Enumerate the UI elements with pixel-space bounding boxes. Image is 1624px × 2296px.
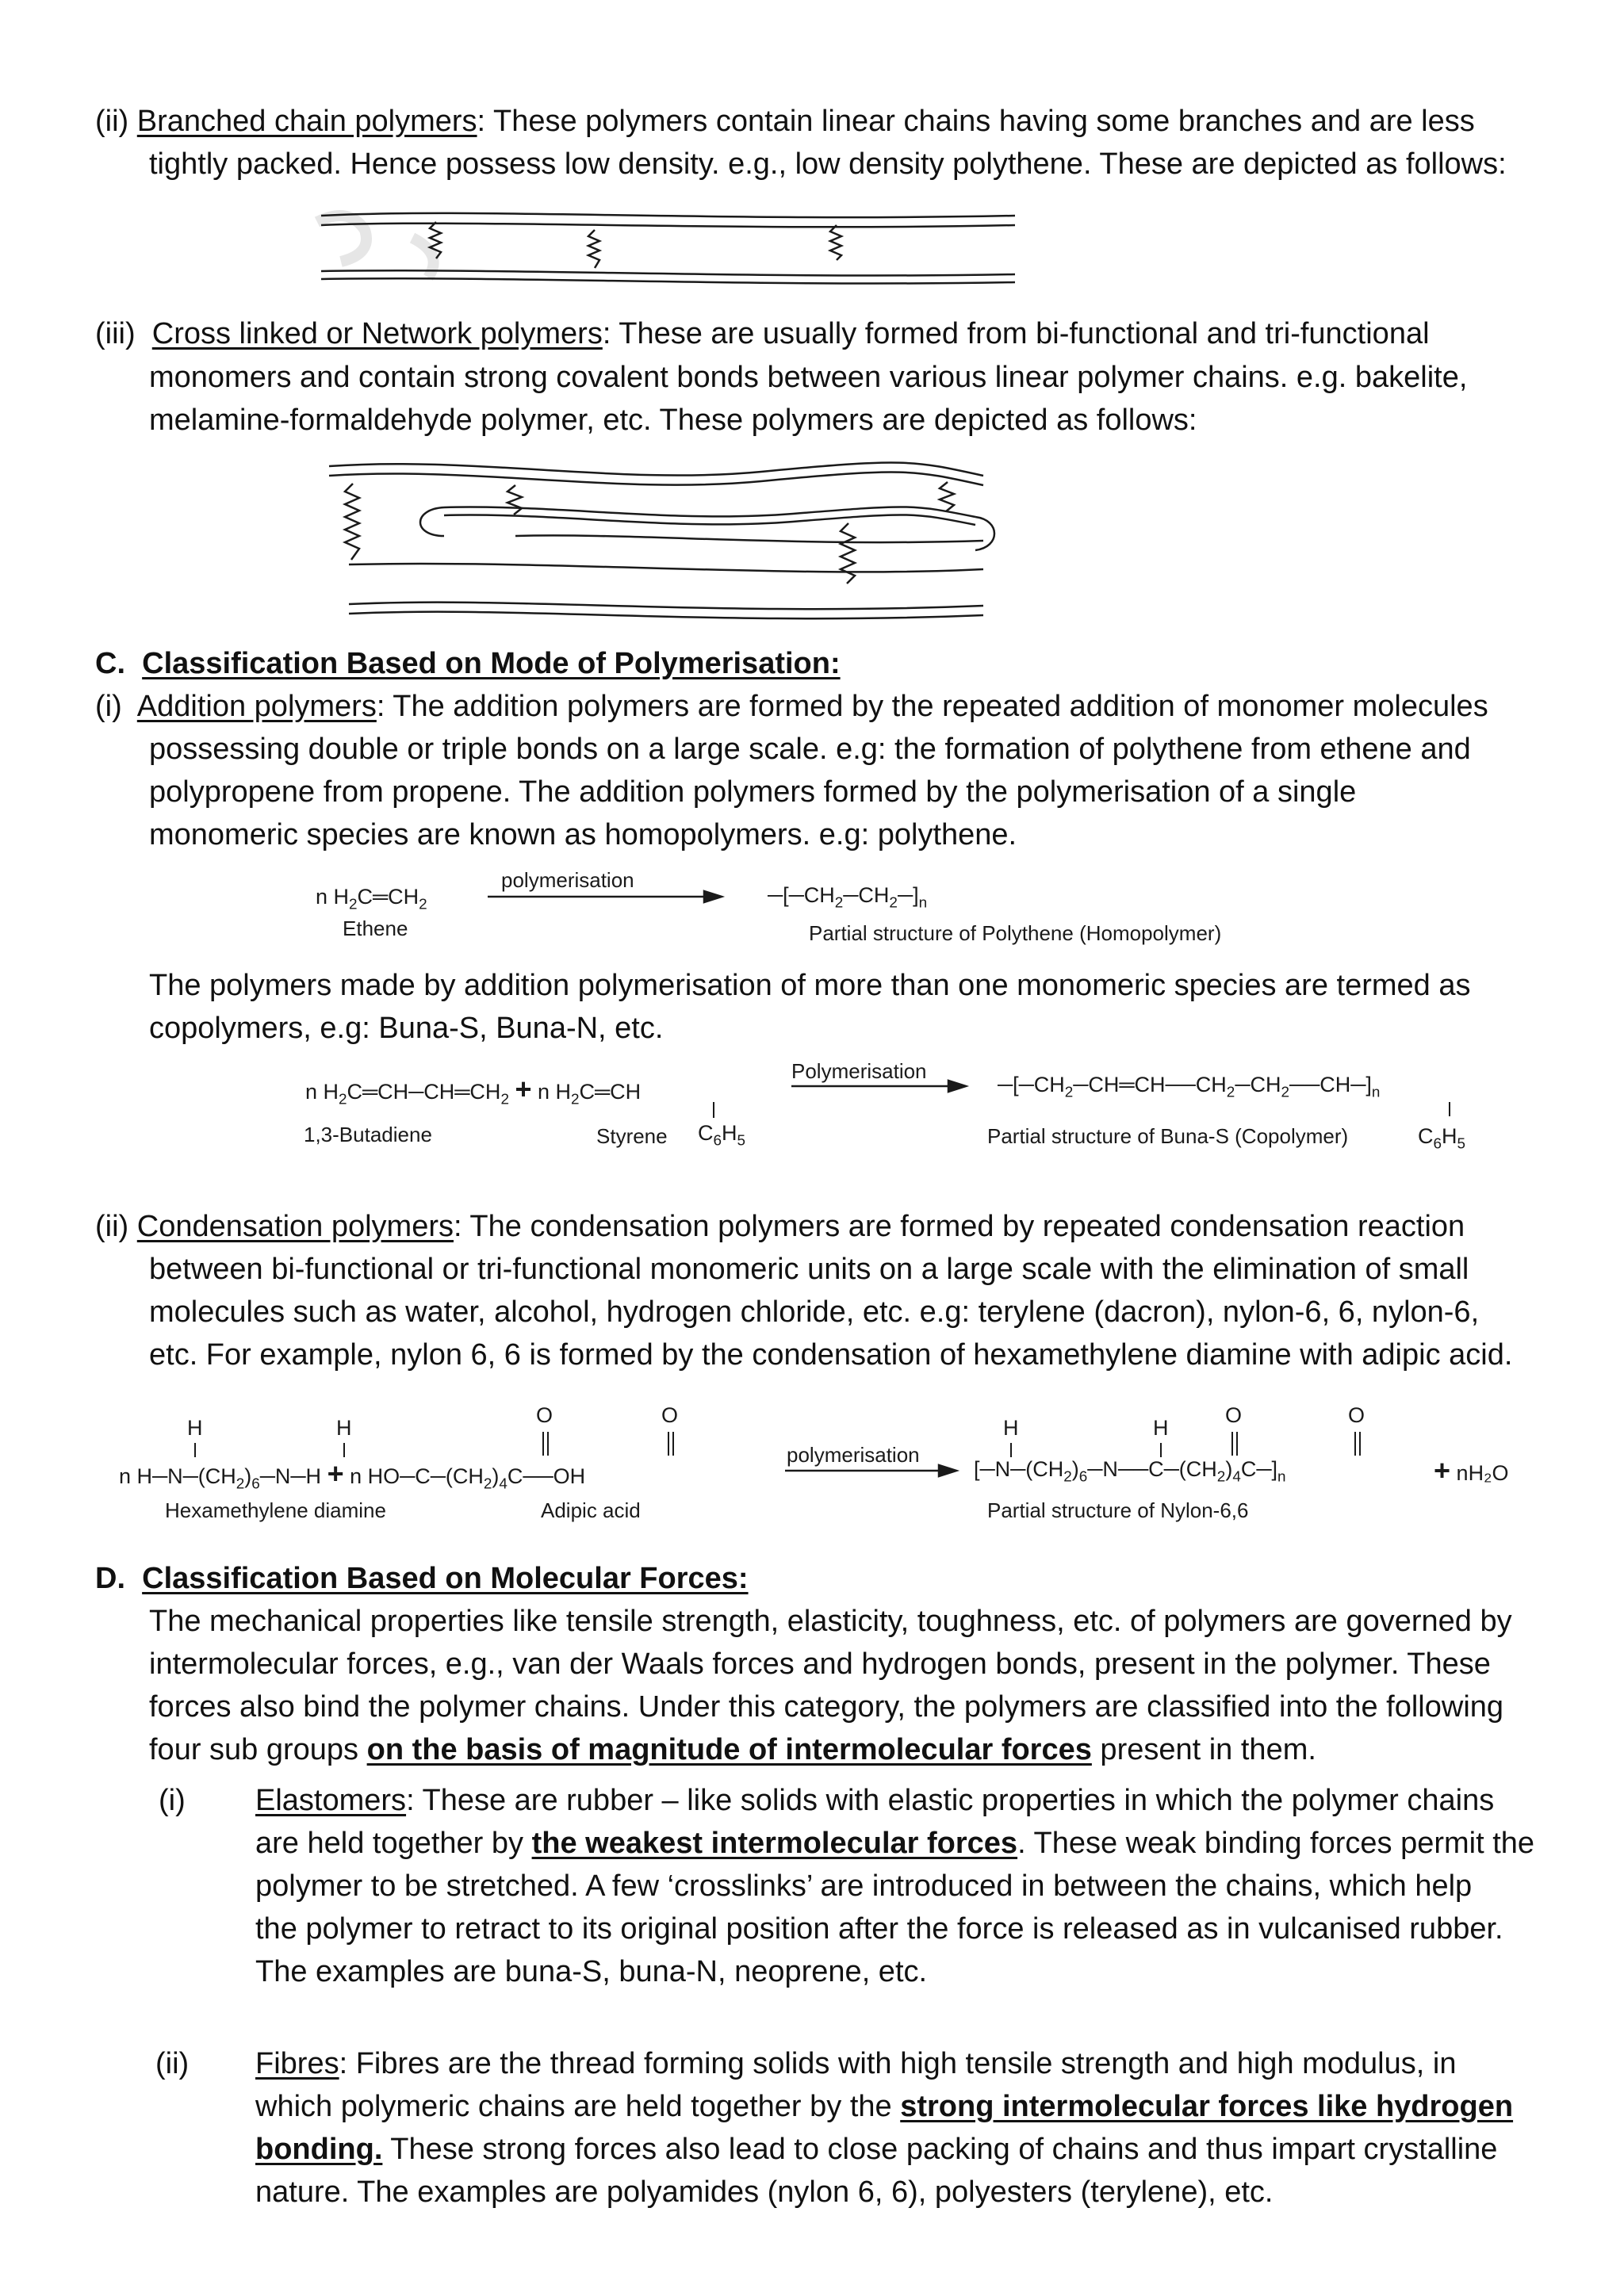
elastomers-line-5: The examples are buna-S, buna-N, neoprene, etc. xyxy=(255,1955,928,1988)
addition-line-3: polypropene from propene. The addition polymers formed by the polymerisation of a single xyxy=(149,775,1357,809)
nylon-o2: O xyxy=(1348,1403,1365,1427)
bunas-phenyl: $C_6H_5$ xyxy=(1418,1124,1466,1153)
addition-line-6: copolymers, e.g: Buna-S, Buna-N, etc. xyxy=(149,1012,664,1045)
nylon-caption: Partial structure of Nylon-6,6 xyxy=(987,1498,1249,1522)
nylon-reactants: n $H─N─(CH_2)_6─N─H + n$ $HO─C─(CH_2)_4C──OH$ xyxy=(119,1457,586,1493)
cross-line-3: melamine-formaldehyde polymer, etc. These polymers are depicted as follows: xyxy=(149,404,1197,437)
section-c-heading: C. Classification Based on Mode of Polymerisation: xyxy=(95,647,841,680)
elastomers-line-3: polymer to be stretched. A few ‘crosslinks’ are introduced in between the chains, which help xyxy=(255,1869,1473,1903)
diamine-h1: H xyxy=(187,1416,203,1440)
bunas-arrow-label: Polymerisation xyxy=(791,1059,927,1083)
nylon-arrow-label: polymerisation xyxy=(787,1443,920,1467)
diamine-h2: H xyxy=(336,1416,352,1440)
elastomers-line-2: are held together by the weakest intermolecular forces. These weak binding forces permit the xyxy=(255,1827,1535,1860)
styrene-name: Styrene xyxy=(596,1124,668,1148)
polythene-arrow xyxy=(488,891,722,902)
bunas-bonds xyxy=(714,1102,1450,1118)
polythene-structure: $─[─CH_2─CH_2─]_n$ xyxy=(768,883,928,912)
bunas-structure: $─[─CH_2─CH═CH──CH_2─CH_2──CH─]_n$ xyxy=(998,1073,1381,1101)
elastomers-line-4: the polymer to retract to its original position after the force is released as in vulcanised rubber. xyxy=(255,1912,1503,1946)
condensation-line-3: molecules such as water, alcohol, hydrogen chloride, etc. e.g: terylene (dacron), nylon-6, 6, nylon-6, xyxy=(149,1295,1480,1329)
addition-term: Addition polymers xyxy=(136,690,377,723)
condensation-term: Condensation polymers xyxy=(136,1210,454,1243)
polythene-caption: Partial structure of Polythene (Homopolymer) xyxy=(809,921,1222,945)
acid-o1: O xyxy=(536,1403,553,1427)
nylon-bonds xyxy=(195,1432,1360,1457)
d-line-2: intermolecular forces, e.g., van der Waals forces and hydrogen bonds, present in the polymer. These xyxy=(149,1647,1491,1681)
cross-line-2: monomers and contain strong covalent bonds between various linear polymer chains. e.g. bakelite, xyxy=(149,361,1468,394)
fibres-line-2: which polymeric chains are held together by the strong intermolecular forces like hydrogen xyxy=(255,2090,1514,2123)
ethene-formula: n $H_2C═CH_2$ xyxy=(316,885,427,913)
nylon-h1: H xyxy=(1003,1416,1019,1440)
fibres-line-4: nature. The examples are polyamides (nylon 6, 6), polyesters (terylene), etc. xyxy=(255,2175,1274,2209)
branched-term: Branched chain polymers xyxy=(136,105,477,138)
bunas-reactants: n $H_2C═CH─CH═CH_2 + n$ $H_2C═CH$ xyxy=(305,1073,642,1108)
addition-line-5: The polymers made by addition polymerisation of more than one monomeric species are termed as xyxy=(149,969,1471,1002)
d-line-1: The mechanical properties like tensile strength, elasticity, toughness, etc. of polymers are governed by xyxy=(149,1605,1512,1638)
condensation-line-1: (ii) Condensation polymers: The condensation polymers are formed by repeated condensation reaction xyxy=(95,1210,1465,1243)
fibres-line-3: bonding. These strong forces also lead to close packing of chains and thus impart crystalline xyxy=(255,2133,1498,2166)
addition-line-2: possessing double or triple bonds on a large scale. e.g: the formation of polythene from ethene and xyxy=(149,733,1471,766)
network-diagram xyxy=(329,463,994,619)
acid-name: Adipic acid xyxy=(541,1498,641,1522)
acid-o2: O xyxy=(661,1403,679,1427)
styrene-phenyl: $C_6H_5$ xyxy=(698,1121,746,1150)
fibres-line-1: Fibres: Fibres are the thread forming solids with high tensile strength and high modulus, in xyxy=(255,2047,1457,2080)
polythene-arrow-label: polymerisation xyxy=(501,868,634,892)
d-line-4: four sub groups on the basis of magnitude of intermolecular forces present in them. xyxy=(149,1733,1316,1766)
butadiene-name: 1,3-Butadiene xyxy=(304,1123,432,1146)
nylon-o1: O xyxy=(1225,1403,1243,1427)
branched-line-2: tightly packed. Hence possess low density. e.g., low density polythene. These are depicted as follows: xyxy=(149,147,1507,181)
elastomers-num: (i) xyxy=(159,1784,186,1817)
fibres-num: (ii) xyxy=(155,2047,190,2080)
d-line-3: forces also bind the polymer chains. Under this category, the polymers are classified into the following xyxy=(149,1690,1504,1724)
bunas-caption: Partial structure of Buna-S (Copolymer) xyxy=(987,1124,1349,1148)
branched-line-1: (ii) Branched chain polymers: These polymers contain linear chains having some branches and are less xyxy=(95,105,1475,138)
condensation-line-2: between bi-functional or tri-functional monomeric units on a large scale with the elimination of small xyxy=(149,1253,1469,1286)
section-d-heading: D. Classification Based on Molecular Forces: xyxy=(95,1562,749,1595)
nylon-structure: $[─N─(CH_2)_6─N──C─(CH_2)_4C─]_n$ xyxy=(974,1457,1286,1486)
nylon-water: + nH₂O xyxy=(1434,1454,1509,1487)
elastomers-line-1: Elastomers: These are rubber – like solids with elastic properties in which the polymer chains xyxy=(255,1784,1495,1817)
nylon-h2: H xyxy=(1153,1416,1169,1440)
diamine-name: Hexamethylene diamine xyxy=(165,1498,386,1522)
condensation-line-4: etc. For example, nylon 6, 6 is formed by the condensation of hexamethylene diamine with adipic acid. xyxy=(149,1338,1513,1372)
cross-line-1: (iii) Cross linked or Network polymers: These are usually formed from bi-functional and tri-functional xyxy=(95,317,1430,350)
cross-term: Cross linked or Network polymers xyxy=(151,317,603,350)
addition-line-4: monomeric species are known as homopolymers. e.g: polythene. xyxy=(149,818,1017,851)
addition-line-1: (i) Addition polymers: The addition polymers are formed by the repeated addition of monomer molecules xyxy=(95,690,1488,723)
ethene-name: Ethene xyxy=(343,916,408,940)
